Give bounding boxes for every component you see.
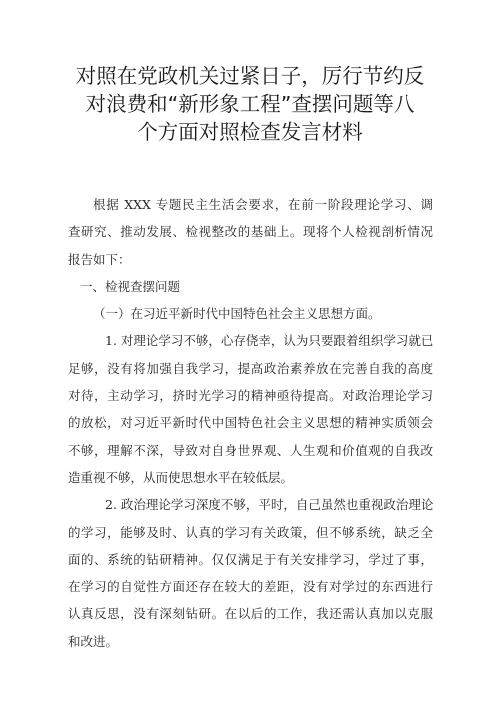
paragraph-line: 造重视不够，从而使思想水平在较低层。 (68, 469, 294, 485)
paragraph-line: 和改进。 (68, 633, 119, 649)
paragraph-line: 1. 对理论学习不够，心存侥幸，认为只要跟着组织学习就已 (105, 333, 434, 349)
paragraph-line: 在学习的自觉性方面还存在较大的差距，没有对学过的东西进行 (68, 579, 433, 595)
title-line: 个方面对照检查发言材料 (137, 120, 363, 144)
paragraph-line: 不够，理解不深，导致对自身世界观、人生观和价值观的自我改 (68, 442, 433, 458)
paragraph-line: 认真反思，没有深刻钻研。在以后的工作，我还需认真加以克服 (68, 606, 433, 622)
document-body (68, 191, 433, 655)
paragraph-line: 查研究、推动发展、检视整改的基础上。现将个人检视剖析情况 (68, 224, 433, 240)
paragraph-line: 的学习，能够及时、认真的学习有关政策，但不够系统，缺乏全 (68, 524, 433, 540)
section-heading: 一、检视查摆问题 (80, 278, 181, 294)
paragraph-line: 报告如下： (68, 251, 131, 267)
paragraph-line: 足够，没有将加强自我学习，提高政治素养放在完善自我的高度 (68, 360, 433, 376)
paragraph-line: 面的、系统的钻研精神。仅仅满足于有关安排学习，学过了事， (68, 551, 433, 567)
title-line: 对浪费和“新形象工程”查摆问题等八 (85, 92, 415, 116)
paragraph-line: 2. 政治理论学习深度不够，平时，自己虽然也重视政治理论 (105, 497, 434, 513)
paragraph-line: 根据 XXX 专题民主生活会要求，在前一阶段理论学习、调 (93, 197, 433, 212)
title-line: 对照在党政机关过紧日子，厉行节约反 (75, 64, 425, 88)
paragraph-line: 的放松，对习近平新时代中国特色社会主义思想的精神实质领会 (68, 415, 433, 431)
paragraph-line: 对待，主动学习，挤时光学习的精神亟待提高。对政治理论学习 (68, 388, 433, 404)
subsection-heading: （一）在习近平新时代中国特色社会主义思想方面。 (93, 306, 381, 322)
document-title (40, 62, 460, 146)
